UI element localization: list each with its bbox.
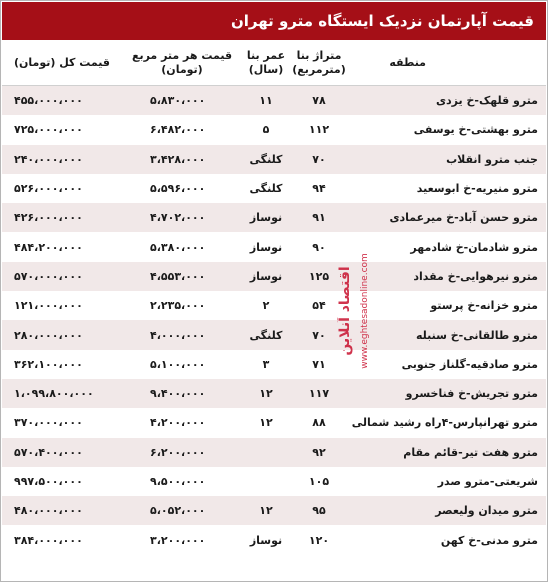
header-total-price: قیمت کل (تومان) [2,41,122,86]
cell-size: ۷۱ [290,350,348,379]
cell-unit-price: ۹،۵۰۰،۰۰۰ [122,467,242,496]
header-age: عمر بنا (سال) [242,41,290,86]
cell-area: شریعتی-مترو صدر [348,467,546,496]
cell-unit-price: ۶،۲۰۰،۰۰۰ [122,438,242,467]
table-row [2,467,546,496]
watermark-url-text: www.eghtesadonline.com [360,253,370,369]
cell-unit-price: ۴،۰۰۰،۰۰۰ [122,320,242,349]
table-row [2,379,546,408]
table-row [2,525,546,554]
table-row [2,291,546,320]
cell-unit-price: ۴،۲۰۰،۰۰۰ [122,408,242,437]
cell-age: کلنگی [242,320,290,349]
cell-total-price: ۹۹۷،۵۰۰،۰۰۰ [2,467,122,496]
cell-total-price: ۵۷۰،۰۰۰،۰۰۰ [2,262,122,291]
cell-size: ۱۱۲ [290,115,348,144]
cell-size: ۱۲۰ [290,525,348,554]
cell-total-price: ۳۸۴،۰۰۰،۰۰۰ [2,525,122,554]
cell-unit-price: ۵،۵۹۶،۰۰۰ [122,174,242,203]
cell-unit-price: ۵،۳۸۰،۰۰۰ [122,232,242,261]
cell-size: ۷۰ [290,320,348,349]
cell-total-price: ۳۷۰،۰۰۰،۰۰۰ [2,408,122,437]
cell-total-price: ۴۸۴،۲۰۰،۰۰۰ [2,232,122,261]
table-row [2,438,546,467]
cell-age: کلنگی [242,174,290,203]
cell-age: نوساز [242,525,290,554]
cell-age: ۱۱ [242,86,290,116]
header-size: متراژ بنا (مترمربع) [290,41,348,86]
cell-total-price: ۱۲۱،۰۰۰،۰۰۰ [2,291,122,320]
cell-area: مترو نیرهوایی-خ مقداد [348,262,546,291]
cell-total-price: ۳۶۲،۱۰۰،۰۰۰ [2,350,122,379]
table-title: قیمت آپارتمان نزدیک ایستگاه مترو تهران [2,2,546,40]
cell-total-price: ۴۸۰،۰۰۰،۰۰۰ [2,496,122,525]
cell-age: ۱۲ [242,379,290,408]
cell-unit-price: ۵،۱۰۰،۰۰۰ [122,350,242,379]
cell-total-price: ۴۵۵،۰۰۰،۰۰۰ [2,86,122,116]
cell-area: مترو هفت تیر-قائم مقام [348,438,546,467]
cell-age: ۱۲ [242,496,290,525]
cell-size: ۹۴ [290,174,348,203]
cell-age [242,467,290,496]
cell-size: ۹۰ [290,232,348,261]
cell-area: مترو مدنی-خ کهن [348,525,546,554]
cell-size: ۹۲ [290,438,348,467]
cell-size: ۱۰۵ [290,467,348,496]
cell-total-price: ۴۲۶،۰۰۰،۰۰۰ [2,203,122,232]
cell-age: نوساز [242,203,290,232]
cell-size: ۱۲۵ [290,262,348,291]
watermark-brand-text: اقتصاد آنلاین [337,266,353,356]
cell-age: نوساز [242,232,290,261]
table-row [2,86,546,116]
cell-age: نوساز [242,262,290,291]
cell-unit-price: ۳،۴۲۸،۰۰۰ [122,145,242,174]
cell-area: مترو صادقیه-گلناز جنوبی [348,350,546,379]
cell-size: ۷۰ [290,145,348,174]
table-row [2,350,546,379]
cell-unit-price: ۶،۴۸۲،۰۰۰ [122,115,242,144]
cell-total-price: ۵۲۶،۰۰۰،۰۰۰ [2,174,122,203]
cell-unit-price: ۳،۲۰۰،۰۰۰ [122,525,242,554]
table-body [2,86,546,555]
cell-area: مترو حسن آباد-خ میرعمادی [348,203,546,232]
cell-unit-price: ۵،۸۳۰،۰۰۰ [122,86,242,116]
table-row [2,203,546,232]
table-row [2,320,546,349]
cell-unit-price: ۹،۴۰۰،۰۰۰ [122,379,242,408]
cell-size: ۸۸ [290,408,348,437]
cell-unit-price: ۲،۲۳۵،۰۰۰ [122,291,242,320]
cell-age: ۱۲ [242,408,290,437]
cell-size: ۷۸ [290,86,348,116]
cell-unit-price: ۴،۵۵۳،۰۰۰ [122,262,242,291]
cell-age: کلنگی [242,145,290,174]
cell-total-price: ۷۲۵،۰۰۰،۰۰۰ [2,115,122,144]
cell-age: ۲ [242,291,290,320]
cell-age [242,438,290,467]
table-row [2,115,546,144]
cell-area: مترو منیریه-خ ابوسعید [348,174,546,203]
table-header-row [2,41,546,86]
cell-size: ۵۴ [290,291,348,320]
cell-unit-price: ۴،۷۰۲،۰۰۰ [122,203,242,232]
table-row [2,496,546,525]
cell-age: ۵ [242,115,290,144]
table-row [2,262,546,291]
cell-area: مترو قلهک-خ یزدی [348,86,546,116]
cell-total-price: ۲۸۰،۰۰۰،۰۰۰ [2,320,122,349]
cell-area: جنب مترو انقلاب [348,145,546,174]
cell-area: مترو میدان ولیعصر [348,496,546,525]
cell-area: مترو تجریش-خ فناخسرو [348,379,546,408]
table-row [2,174,546,203]
cell-size: ۹۱ [290,203,348,232]
table-row [2,145,546,174]
cell-area: مترو تهرانپارس-۴راه رشید شمالی [348,408,546,437]
cell-total-price: ۵۷۰،۴۰۰،۰۰۰ [2,438,122,467]
cell-age: ۳ [242,350,290,379]
apartment-price-table [2,41,546,555]
cell-size: ۱۱۷ [290,379,348,408]
cell-size: ۹۵ [290,496,348,525]
cell-total-price: ۲۴۰،۰۰۰،۰۰۰ [2,145,122,174]
cell-area: مترو شادمان-خ شادمهر [348,232,546,261]
header-unit-price: قیمت هر متر مربع (تومان) [122,41,242,86]
table-row [2,232,546,261]
cell-area: مترو طالقانی-خ سنبله [348,320,546,349]
cell-area: مترو خزانه-خ پرستو [348,291,546,320]
header-area: منطقه [348,41,546,86]
cell-total-price: ۱،۰۹۹،۸۰۰،۰۰۰ [2,379,122,408]
cell-area: مترو بهشتی-خ یوسفی [348,115,546,144]
cell-unit-price: ۵،۰۵۲،۰۰۰ [122,496,242,525]
table-row [2,408,546,437]
